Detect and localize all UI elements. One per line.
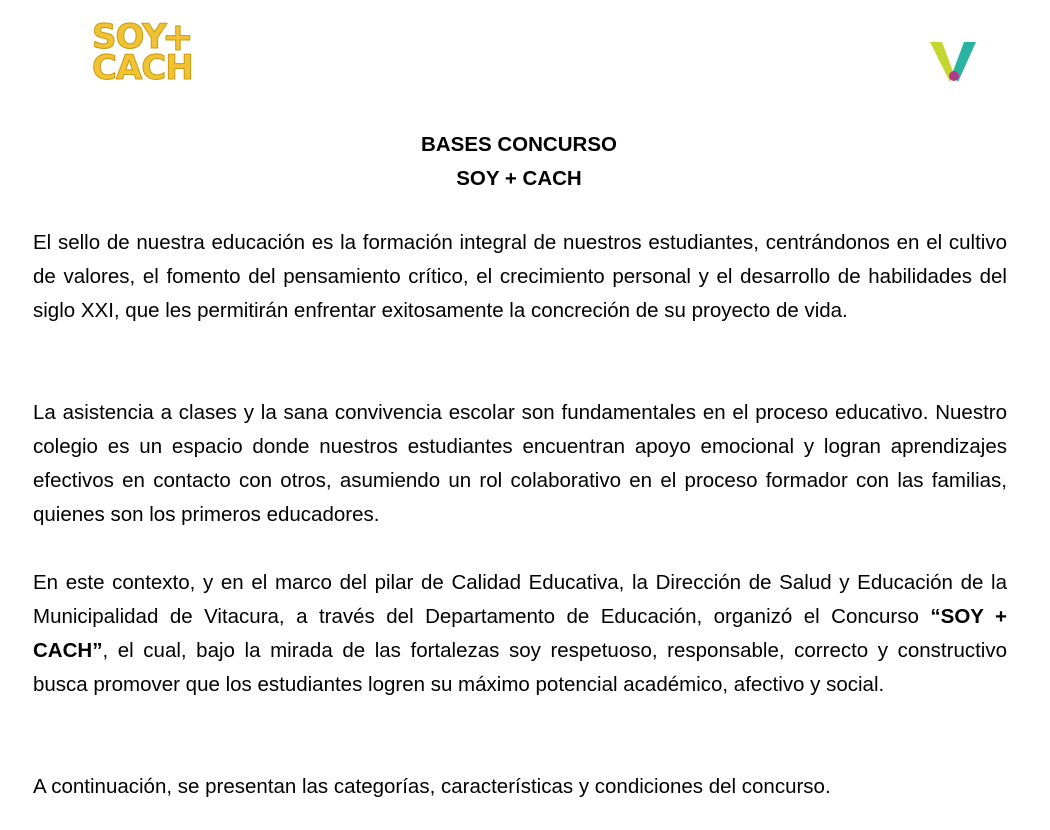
soy-cach-logo bbox=[92, 15, 204, 88]
document-title: BASES CONCURSO bbox=[421, 133, 617, 156]
vitacura-v-svg bbox=[928, 40, 978, 84]
document-subtitle: SOY + CACH bbox=[456, 167, 582, 190]
contest-name: “SOY + CACH” bbox=[33, 605, 1008, 662]
paragraph-intro: El sello de nuestra educación es la formación integral de nuestros estudiantes, centrándonos en el cultivo de valores, el fomento del pensamiento crítico, el crecimiento personal y el desarrollo de habilidades del siglo XXI, que les permitirán enfrentar exitosamente la concreción de su proyecto de vida. bbox=[33, 231, 1007, 322]
paragraph-conclusion: A continuación, se presentan las categorías, características y condiciones del concurso. bbox=[33, 775, 831, 798]
paragraph-attendance: La asistencia a clases y la sana convivencia escolar son fundamentales en el proceso educativo. Nuestro colegio es un espacio donde nuestros estudiantes encuentran apoyo emocional y logran aprendizajes efectivos en contacto con otros, asumiendo un rol colaborativo en el proceso formador con las familias, quienes son los primeros educadores. bbox=[33, 401, 1007, 526]
soy-cach-logo-line1: SOY bbox=[92, 17, 166, 57]
paragraph-context-part2: , el cual, bajo la mirada de las fortalezas soy respetuoso, responsable, correcto y constructivo busca promover que los estudiantes logren su máximo potencial académico, afectivo y social. bbox=[33, 639, 1007, 696]
vitacura-v-icon bbox=[928, 40, 978, 84]
soy-cach-logo-plus: + bbox=[162, 15, 193, 59]
paragraph-context-part1: En este contexto, y en el marco del pilar de Calidad Educativa, la Dirección de Salud y Educación de la Municipalidad de Vitacura, a través del Departamento de Educación, organizó el Concurso bbox=[33, 571, 1007, 628]
v-dot bbox=[949, 71, 959, 81]
soy-cach-logo-line2: CACH bbox=[92, 48, 193, 88]
paragraph-context bbox=[33, 566, 1007, 702]
